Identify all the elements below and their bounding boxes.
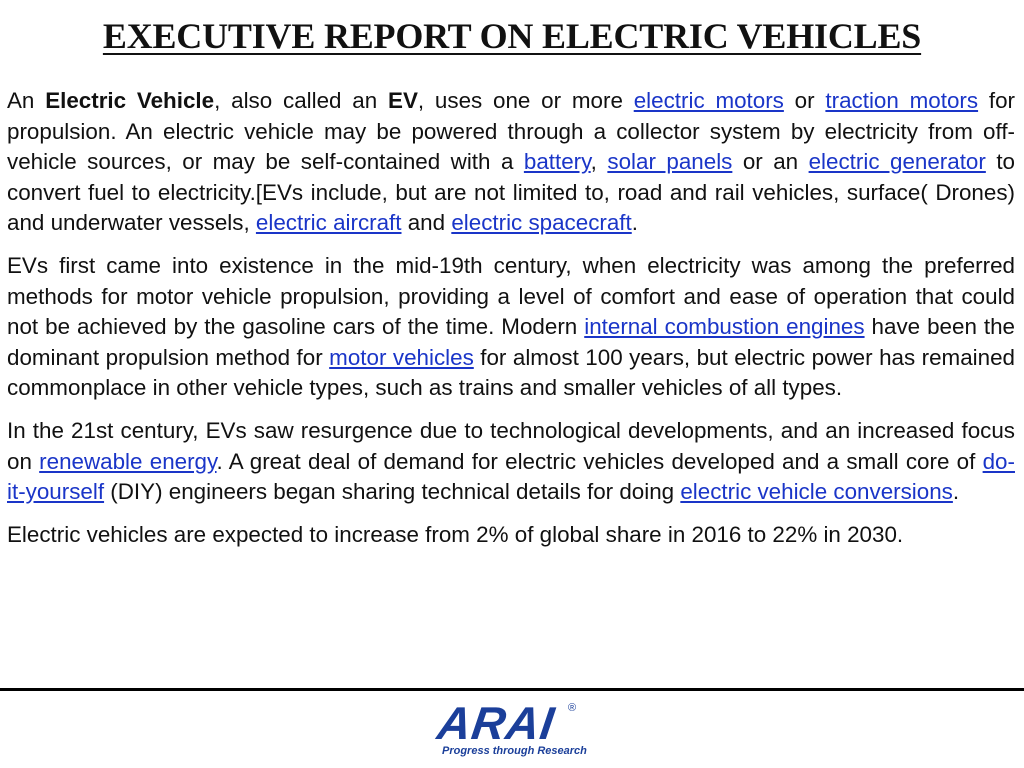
text-run: for almost 100 years, but electric power has remained commonplace in other vehicle types, such as trains and smaller vehicles of all types. bbox=[7, 344, 1015, 401]
registered-mark: ® bbox=[568, 702, 577, 714]
link-renewable-energy[interactable]: renewable energy bbox=[39, 448, 217, 474]
text-run: or bbox=[783, 88, 826, 113]
text-run: , also called an bbox=[214, 88, 389, 113]
link-electric-spacecraft[interactable]: electric spacecraft bbox=[451, 210, 632, 236]
text-run: and bbox=[401, 210, 452, 236]
logo-tagline: Progress through Research bbox=[442, 745, 587, 757]
page-title: EXECUTIVE REPORT ON ELECTRIC VEHICLES bbox=[102, 16, 922, 56]
text-run: for propulsion. An electric vehicle may be powered through a collector system by electricity from off-vehicle sources, or may be self-contained with a bbox=[7, 88, 1016, 175]
text-run: . bbox=[631, 210, 638, 236]
text-run: . bbox=[952, 479, 960, 505]
arai-logo bbox=[434, 697, 596, 762]
link-do-it-yourself[interactable]: do-it-yourself bbox=[7, 448, 1015, 505]
text-run: EVs first came into existence in the mid-19th century, when electricity was among the preferred methods for motor vehicle propulsion, providing a level of comfort and ease of operation that could not be achieved by the gasoline cars of the time. Modern bbox=[7, 252, 1015, 340]
text-run: to convert fuel to electricity.[EVs include, but are not limited to, road and rail vehicles, surface( Drones) and underwater vessels, bbox=[7, 149, 1015, 236]
text-run: , uses one or more bbox=[417, 88, 634, 113]
link-internal-combustion-engines[interactable]: internal combustion engines bbox=[584, 314, 865, 340]
text-run: An bbox=[7, 88, 46, 113]
link-traction-motors[interactable]: traction motors bbox=[825, 88, 979, 113]
link-electric-generator[interactable]: electric generator bbox=[808, 149, 986, 175]
paragraph-4 bbox=[7, 520, 1015, 551]
paragraph-1 bbox=[7, 86, 1015, 239]
link-electric-aircraft[interactable]: electric aircraft bbox=[255, 210, 402, 236]
paragraph-2 bbox=[7, 251, 1015, 404]
text-run: Electric vehicles are expected to increase from 2% of global share in 2016 to 22% in 2030. bbox=[7, 521, 904, 547]
footer-divider bbox=[0, 688, 1024, 691]
text-run: . A great deal of demand for electric vehicles developed and a small core of bbox=[216, 448, 983, 474]
link-electric-motors[interactable]: electric motors bbox=[633, 88, 784, 113]
text-run: (DIY) engineers began sharing technical details for doing bbox=[104, 479, 681, 505]
text-run: have been the dominant propulsion method for bbox=[7, 314, 1016, 370]
text-run: or an bbox=[732, 149, 809, 175]
report-body bbox=[7, 86, 1015, 562]
paragraph-3 bbox=[7, 416, 1015, 508]
link-solar-panels[interactable]: solar panels bbox=[607, 149, 733, 175]
text-run: , bbox=[590, 149, 608, 175]
link-motor-vehicles[interactable]: motor vehicles bbox=[329, 344, 474, 370]
link-battery[interactable]: battery bbox=[523, 149, 591, 175]
bold-term-ev: EV bbox=[388, 88, 418, 113]
link-electric-vehicle-conversions[interactable]: electric vehicle conversions bbox=[680, 479, 953, 505]
logo-wordmark: ARAI bbox=[434, 697, 559, 749]
bold-term-electric-vehicle: Electric Vehicle bbox=[45, 88, 215, 113]
text-run: In the 21st century, EVs saw resurgence due to technological developments, and an increased focus on bbox=[7, 417, 1015, 474]
